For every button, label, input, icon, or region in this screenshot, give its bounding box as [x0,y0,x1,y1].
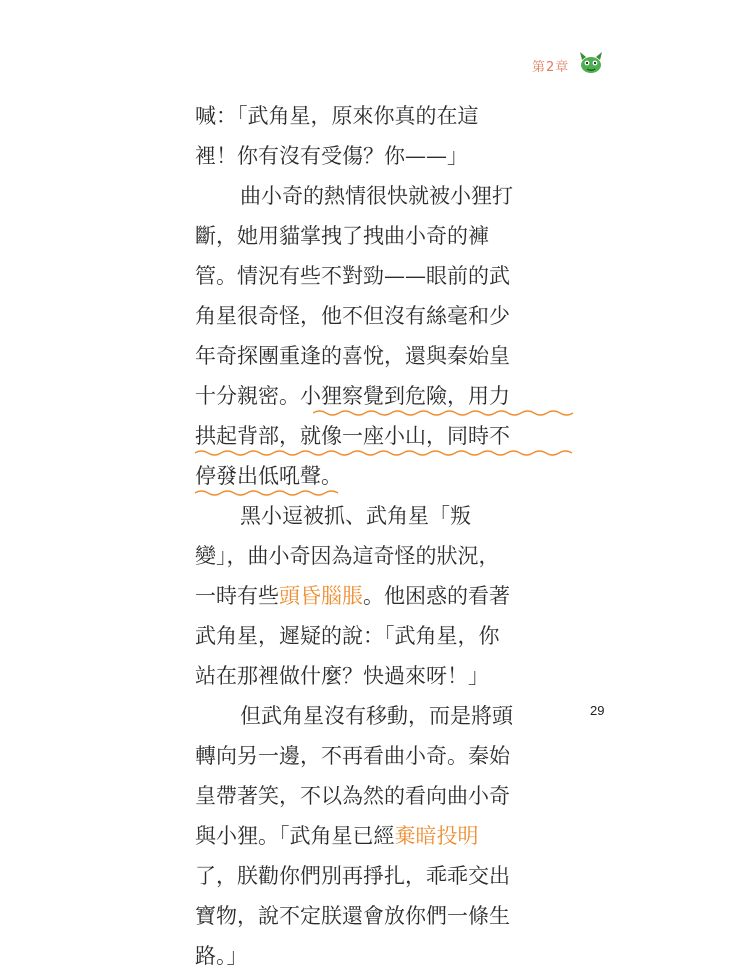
text-line: 路。」 [195,944,248,968]
text-line: 管。情況有些不對勁——眼前的武 [195,264,510,288]
page-number: 29 [590,703,605,718]
text-line [195,415,575,455]
highlighted-idiom: 棄暗投明 [394,824,479,848]
text-line: 了，朕勸你們別再掙扎，乖乖交出 [195,864,510,888]
text-line: 武角星，遲疑的說：「武角星，你 [195,624,500,648]
text-line: 十分親密。 小狸察覺到危險，用力 [195,375,575,415]
text-line: 斷，她用貓掌拽了拽曲小奇的褲 [195,224,489,248]
chapter-label: 第2章 [532,60,570,75]
highlighted-idiom: 頭昏腦脹 [279,584,363,608]
text-line: 寶物，說不定朕還會放你們一條生 [195,904,510,928]
text-line: 轉向另一邊，不再看曲小奇。秦始 [195,744,510,768]
text-line: 曲小奇的熱情很快就被小狸打 [240,184,513,208]
underlined-sentence: 拱起背部，就像一座小山，同時不 [195,424,510,448]
story-text [195,95,575,975]
text-line: 但武角星沒有移動，而是將頭 [240,704,513,728]
text-line: 變」，曲小奇因為這奇怪的狀況， [195,544,500,568]
text-line: 黑小逗被抓、武角星「叛 [240,504,471,528]
text-line: 角星很奇怪，他不但沒有絲毫和少 [195,304,510,328]
text-line: 年奇探團重逢的喜悅，還與秦始皇 [195,344,510,368]
text-line: 一時有些 頭昏腦脹 。他困惑的看著 [195,575,575,615]
underlined-sentence: 停發出低吼聲。 [195,464,342,488]
green-monster-icon [578,50,604,74]
text-line: 與小狸。「武角星已經 棄暗投明 [195,815,575,855]
text-line: 喊：「武角星，原來你真的在這 [195,104,479,128]
text-line: 站在那裡做什麼？快過來呀！」 [195,664,489,688]
underlined-sentence: 小狸察覺到危險，用力 [300,384,510,408]
text-line: 皇帶著笑，不以為然的看向曲小奇 [195,784,510,808]
text-line: 裡！你有沒有受傷？你——」 [195,144,468,168]
text-line [195,455,575,495]
